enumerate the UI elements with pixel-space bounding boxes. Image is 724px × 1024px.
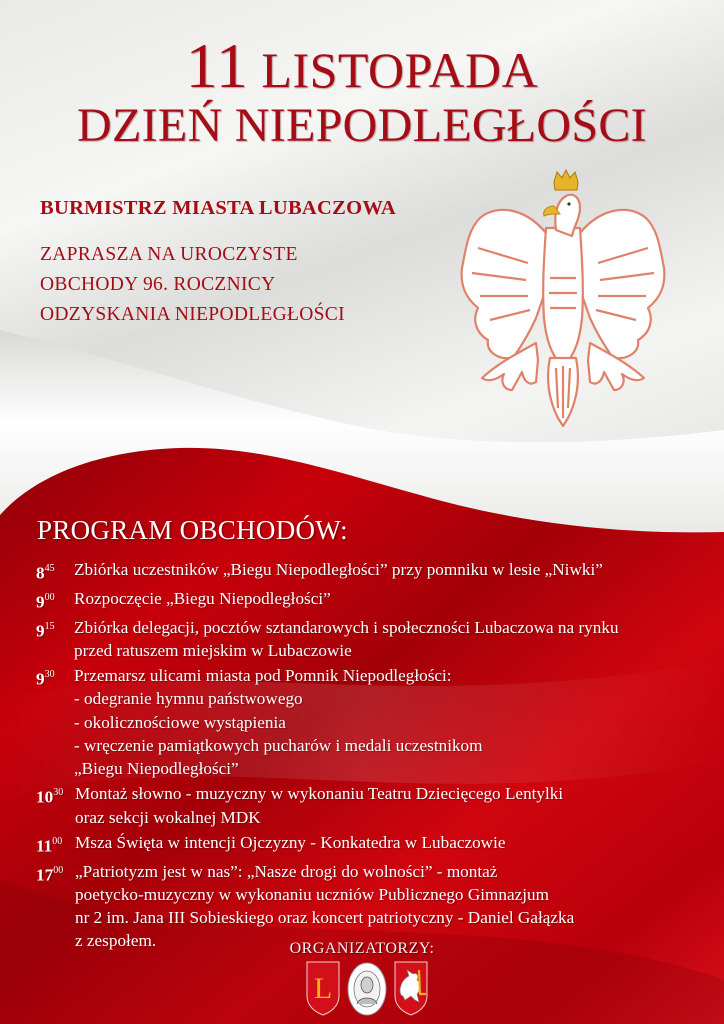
- event-description: „Patriotyzm jest w nas”: „Nasze drogi do wolności” - montaż poetycko-muzyczny w wykonaniu uczniów Publicznego Gimnazjum nr 2 im. Jana III Sobieskiego oraz koncert patriotyczny - Daniel Gałązka z zespołem.: [75, 861, 575, 951]
- program-list: [36, 558, 716, 954]
- event-description: Rozpoczęcie „Biegu Niepodległości”: [74, 588, 331, 608]
- program-item: [36, 664, 716, 780]
- event-time: $9^{15}$: [36, 620, 55, 641]
- host-line: BURMISTRZ MIASTA LUBACZOWA: [40, 197, 396, 219]
- invitation-text: [40, 240, 345, 330]
- title-month: LISTOPADA: [261, 42, 539, 98]
- event-description: Zbiórka uczestników „Biegu Niepodległości” przy pomniku w lesie „Niwki”: [74, 560, 603, 579]
- event-description: Zbiórka delegacji, pocztów sztandarowych i społeczności Lubaczowa na rynku przed ratuszem miejskim w Lubaczowie: [74, 617, 619, 661]
- event-description: Montaż słowno - muzyczny w wykonaniu Teatru Dziecięcego Lentylki oraz sekcji wokalnej MDK: [75, 784, 564, 827]
- white-eagle-coat-of-arms-icon: [458, 168, 668, 430]
- svg-text:L: L: [313, 972, 333, 1005]
- circular-seal-portrait-logo-icon: [347, 962, 387, 1016]
- organizer-logos: [305, 960, 430, 1020]
- event-description: Msza Święta w intencji Ojczyzny - Konkatedra w Lubaczowie: [75, 832, 506, 852]
- event-time: $8^{45}$: [36, 563, 55, 583]
- event-description: Przemarsz ulicami miasta pod Pomnik Niepodległości: - odegranie hymnu państwowego - okolicznościowe wystąpienia - wręczenie pamiątkowych pucharów i medali uczestnikom „Biegu Niepodległości”: [74, 666, 483, 779]
- title-day: 11: [185, 30, 249, 101]
- griffin-shield-logo-icon: [393, 960, 429, 1016]
- program-item: [36, 558, 716, 585]
- program-item: [36, 616, 716, 662]
- title-date: [0, 30, 724, 101]
- organizers-label: ORGANIZATORZY:: [289, 940, 435, 957]
- invite-line: ODZYSKANIA NIEPODLEGŁOŚCI: [40, 304, 345, 325]
- event-time: $9^{00}$: [36, 591, 55, 612]
- program-title: PROGRAM OBCHODÓW:: [37, 515, 348, 545]
- event-time: $9^{30}$: [36, 669, 55, 690]
- letter-l-shield-logo-icon: [305, 960, 341, 1016]
- program-item: [36, 587, 716, 614]
- program-item: [36, 782, 716, 828]
- title-holiday: DZIEŃ NIEPODLEGŁOŚCI: [77, 99, 647, 152]
- invite-line: ZAPRASZA NA UROCZYSTE: [40, 244, 298, 265]
- program-item: [36, 860, 716, 953]
- invite-line: OBCHODY 96. ROCZNICY: [40, 274, 276, 295]
- event-time: $11^{00}$: [36, 835, 63, 856]
- event-time: $17^{00}$: [36, 864, 64, 885]
- program-item: [36, 831, 716, 858]
- event-time: $10^{30}$: [36, 787, 64, 808]
